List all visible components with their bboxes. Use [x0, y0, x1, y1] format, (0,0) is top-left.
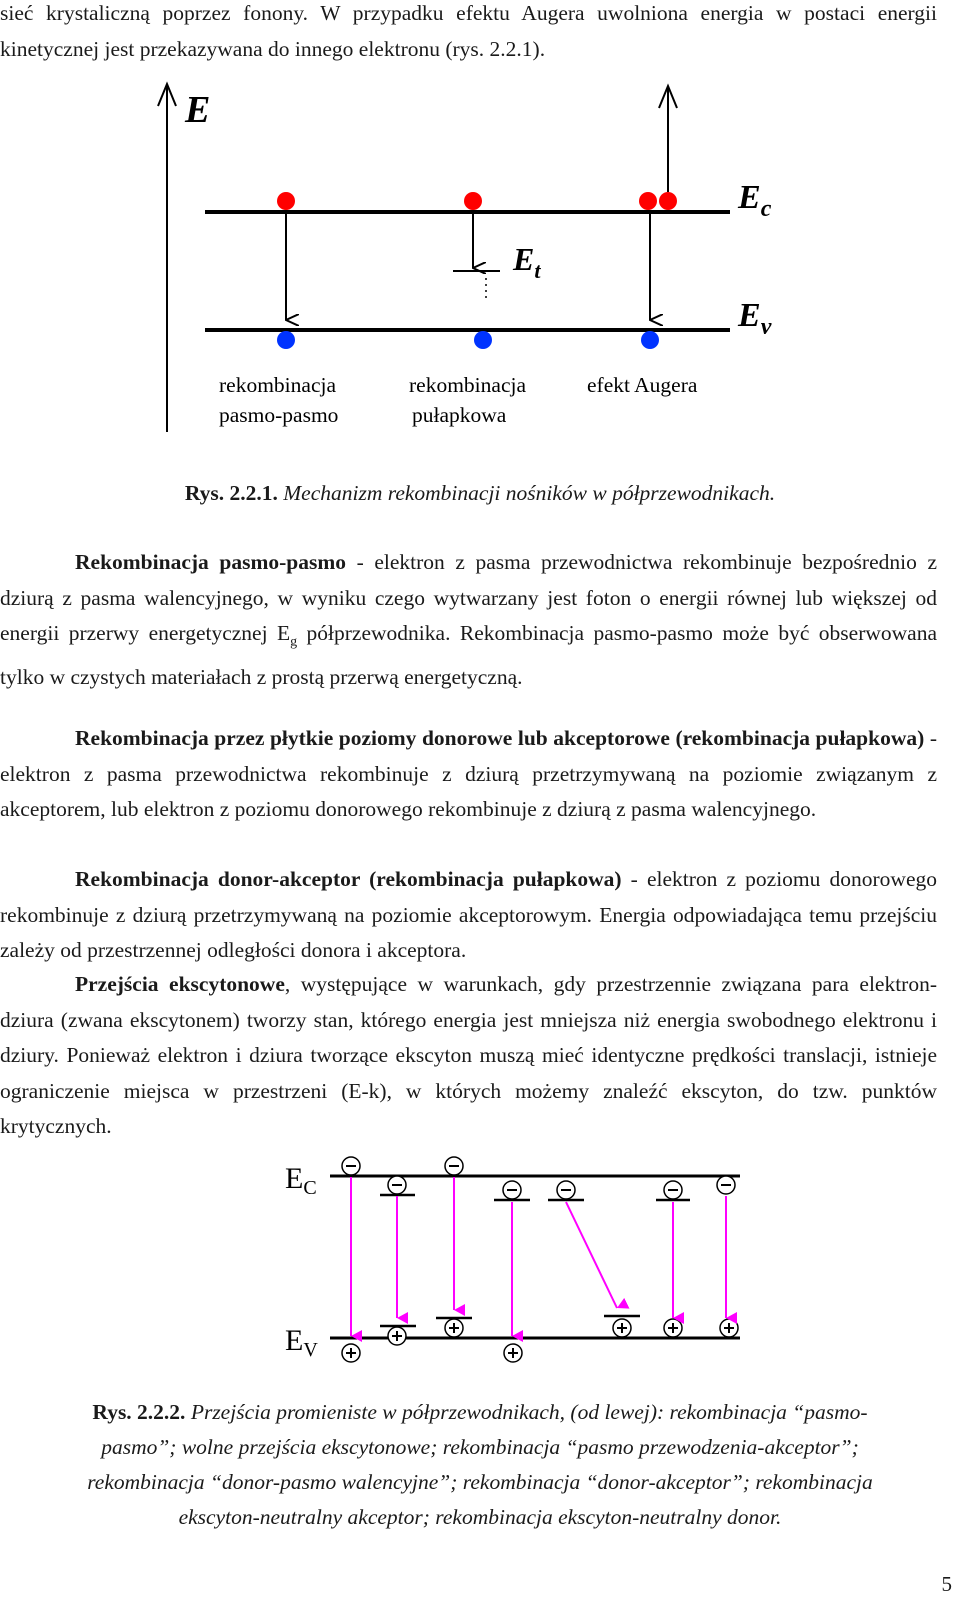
- ev-label: $E_v$: [738, 297, 772, 340]
- ev-label: $E_V$: [285, 1324, 318, 1361]
- label-band-band-1: rekombinacja: [219, 373, 337, 397]
- electron-symbols: [342, 1157, 735, 1199]
- ec-label: $E_C$: [285, 1162, 317, 1199]
- electron: [639, 192, 657, 210]
- hole: [641, 331, 659, 349]
- label-band-band-2: pasmo-pasmo: [219, 403, 339, 427]
- label-trap-1: rekombinacja: [409, 373, 527, 397]
- hole: [474, 331, 492, 349]
- top-paragraph: sieć krystaliczną poprzez fonony. W przypadku efektu Augera uwolniona energia w postaci energii kinetycznej jest przekazywana do innego elektronu (rys. 2.2.1).: [0, 1, 937, 61]
- page-number: 5: [941, 1572, 952, 1596]
- electron: [277, 192, 295, 210]
- paragraph-donor-acceptor: Rekombinacja donor-akceptor (rekombinacja pułapkowa) - elektron z poziomu donorowego rekombinuje z dziurą przetrzymywaną na poziomie akceptorowym. Energia odpowiadająca temu przejściu zależy od przestrzennej odległości donora i akceptora.: [0, 867, 937, 962]
- hole: [277, 331, 295, 349]
- figure-recombination-mechanism: [0, 72, 960, 512]
- caption-text: Mechanizm rekombinacji nośników w półprzewodnikach.: [283, 481, 776, 505]
- electron: [659, 192, 677, 210]
- figure1-caption: [0, 476, 960, 511]
- figure2-caption: Rys. 2.2.2. Przejścia promieniste w półprzewodnikach, (od lewej): rekombinacja “pasmo- pasmo”; wolne przejścia ekscytonowe; rekombinacja “pasmo przewodzenia-akceptor”; rekombinacja “donor-pasmo walencyjne”; rekombinacja “donor-akceptor”; rekombinacja ekscyton-neutralny akceptor; rekombinacja ekscyton-neutralny donor.: [87, 1400, 873, 1529]
- energy-axis-label: E: [185, 89, 211, 131]
- electron: [464, 192, 482, 210]
- et-label: $E_t$: [513, 241, 541, 283]
- figure-radiative-transitions: [0, 1150, 960, 1390]
- caption-number: Rys. 2.2.1.: [184, 481, 278, 505]
- paragraph-excitons: Przejścia ekscytonowe, występujące w warunkach, gdy przestrzennie związana para elektron-dziura (zwana ekscytonem) tworzy stan, którego energia jest mniejsza niż energia swobodnego elektronu i dziury. Ponieważ elektron i dziura tworzące ekscyton muszą mieć identyczne prędkości translacji, istnieje ograniczenie miejsca w przestrzeni (E-k), w których możemy znaleźć ekscyton, do tzw. punktów krytycznych.: [0, 972, 937, 1138]
- label-trap-2: pułapkowa: [412, 403, 507, 427]
- paragraph-trap: Rekombinacja przez płytkie poziomy donorowe lub akceptorowe (rekombinacja pułapkowa) - elektron z pasma przewodnictwa rekombinuje z dziurą przetrzymywaną na poziomie związanym z akceptorem, lub elektron z poziomu donorowego rekombinuje z dziurą z pasma walencyjnego.: [0, 726, 937, 821]
- caption-number: Rys. 2.2.2.: [92, 1400, 186, 1424]
- ec-label: $E_c$: [738, 179, 772, 222]
- paragraph-band-band: Rekombinacja pasmo-pasmo - elektron z pasma przewodnictwa rekombinuje bezpośrednio z dziurą z pasma walencyjnego, w wyniku czego wytwarzany jest foton o energii równej lub większej od energii przerwy energetycznej $E_g$ półprzewodnika. Rekombinacja pasmo-pasmo może być obserwowana tylko w czystych materiałach z prostą przerwą energetyczną.: [0, 550, 937, 689]
- label-auger: efekt Augera: [587, 373, 698, 397]
